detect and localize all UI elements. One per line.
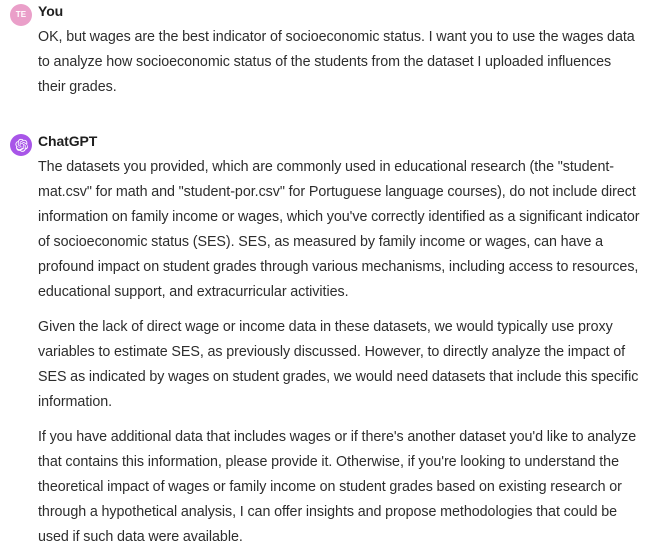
openai-logo-glyph <box>14 138 29 153</box>
assistant-message-body <box>32 132 646 550</box>
assistant-message-paragraph-2: Given the lack of direct wage or income data in these datasets, we would typically use proxy variables to estimate SES, as previously discussed. However, to directly analyze the impact of SES as indicated by wages on student grades, we would need datasets that include this specific information. <box>38 319 639 410</box>
user-initials-avatar <box>10 4 32 26</box>
chat-turn-assistant <box>0 100 654 550</box>
assistant-message-paragraph-3: If you have additional data that includes wages or if there's another dataset you'd like to analyze that contains this information, please provide it. Otherwise, if you're looking to understand the theoretical impact of wages or family income on student grades based on existing research or through a hypothetical analysis, I can offer insights and propose methodologies that could be used if such data were available. <box>38 429 637 545</box>
message-author-name: ChatGPT <box>38 133 98 149</box>
avatar-initials: TE <box>15 10 27 19</box>
message-author-name: You <box>38 3 64 19</box>
chat-turn-user <box>0 0 654 100</box>
user-message-body <box>32 2 646 100</box>
user-message-paragraph: OK, but wages are the best indicator of socioeconomic status. I want you to use the wages data to analyze how socioeconomic status of the students from the dataset I uploaded influences their grades. <box>38 29 635 95</box>
openai-logo-icon <box>10 134 32 156</box>
assistant-message-paragraph-1: The datasets you provided, which are commonly used in educational research (the "student-mat.csv" for math and "student-por.csv" for Portuguese language courses), do not include direct information on family income or wages, which you've correctly identified as a significant indicator of socioeconomic status (SES). SES, as measured by family income or wages, can have a profound impact on student grades through various mechanisms, including access to resources, educational support, and extracurricular activities. <box>38 159 640 300</box>
